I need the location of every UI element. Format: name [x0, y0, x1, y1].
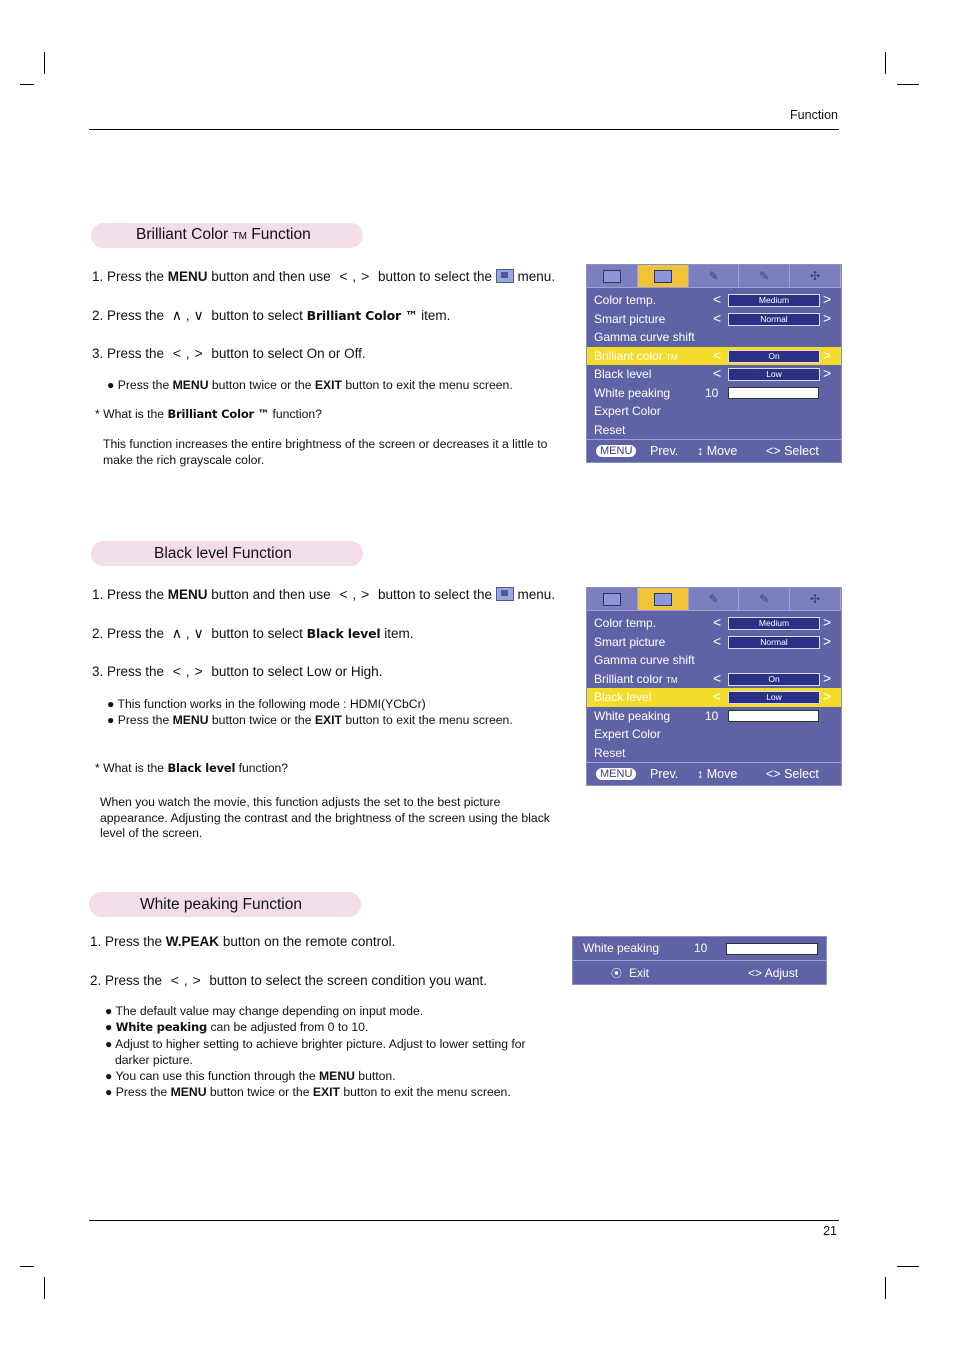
tab-picture[interactable]: [638, 588, 689, 610]
osd-menu-brilliant: [586, 264, 842, 463]
tab-option[interactable]: [790, 265, 841, 287]
left-arrow-icon: <: [172, 663, 181, 679]
menu-item-gamma-curve-shift[interactable]: Gamma curve shift: [594, 653, 695, 667]
down-arrow-icon: ∨: [193, 307, 204, 323]
black-step-3: 3. Press the < , > button to select Low or High.: [92, 663, 383, 679]
white-note-3: ● Adjust to higher setting to achieve brighter picture. Adjust to lower setting for: [105, 1037, 526, 1051]
white-peaking-bar: [728, 710, 819, 722]
tools-icon: ✎: [759, 269, 770, 283]
osd-footer: MENU Prev. ↕ Move <> Select: [587, 762, 841, 785]
tab-picture[interactable]: [638, 265, 689, 287]
fan-icon: ✣: [810, 269, 821, 283]
white-step-2: 2. Press the < , > button to select the screen condition you want.: [90, 972, 488, 988]
up-arrow-icon: ∧: [171, 307, 182, 323]
left-arrow-icon: <: [339, 268, 348, 284]
page-number: 21: [823, 1224, 837, 1238]
wp-adjust[interactable]: <> Adjust: [748, 966, 799, 980]
screen-icon: [603, 593, 621, 606]
right-arrow-icon: >: [194, 345, 203, 361]
crop-mark: [20, 1266, 34, 1267]
menu-item-reset[interactable]: Reset: [594, 745, 626, 760]
right-arrow-icon: >: [194, 663, 203, 679]
tab-setup[interactable]: [739, 265, 790, 287]
menu-item-white-peaking[interactable]: White peaking 10: [587, 384, 841, 403]
black-step-1: 1. Press the MENU button and then use < , > button to select the menu.: [92, 586, 556, 602]
osd-menu-black: [586, 587, 842, 786]
wp-slider-bar[interactable]: [726, 943, 818, 955]
wp-value: 10: [694, 941, 708, 955]
left-arrow-icon: <: [170, 972, 179, 988]
picture-menu-icon: [496, 587, 514, 601]
picture-icon: [654, 270, 672, 283]
right-arrow-icon: >: [192, 972, 201, 988]
menu-item-brilliant-color[interactable]: Brilliant color TM < On >: [587, 347, 841, 366]
menu-item-color-temp[interactable]: Color temp. < Medium >: [594, 291, 832, 307]
menu-item-expert-color[interactable]: Expert Color: [594, 727, 661, 741]
black-description: When you watch the movie, this function adjusts the set to the best picture appearance. Adjusting the contrast and the brightness of the screen using the black level of the screen.: [100, 795, 550, 840]
crop-mark: [44, 52, 45, 74]
menu-item-gamma-curve-shift[interactable]: Gamma curve shift: [594, 330, 695, 344]
tab-option[interactable]: [790, 588, 841, 610]
wp-exit[interactable]: Exit: [629, 966, 650, 980]
menu-item-smart-picture[interactable]: Smart picture < Normal >: [594, 309, 832, 326]
white-note-4: ● You can use this function through the MENU button.: [105, 1069, 396, 1083]
tab-screen[interactable]: [587, 588, 638, 610]
osd-white-peaking: [572, 936, 827, 985]
left-arrow-icon: <: [339, 586, 348, 602]
crop-mark: [885, 52, 886, 74]
fan-icon: ✣: [810, 592, 821, 606]
right-arrow-icon: >: [361, 586, 370, 602]
brilliant-question: * What is the Brilliant Color ™ function?: [95, 407, 322, 421]
tab-screen[interactable]: [587, 265, 638, 287]
menu-item-smart-picture[interactable]: Smart picture < Normal >: [594, 632, 832, 649]
white-title: White peaking Function: [140, 896, 302, 913]
white-note-2: ● White peaking can be adjusted from 0 to 10.: [105, 1020, 369, 1034]
osd-footer: MENU Prev. ↕ Move <> Select: [587, 439, 841, 462]
tab-setup[interactable]: [739, 588, 790, 610]
up-arrow-icon: ∧: [171, 625, 182, 641]
screen-icon: [603, 270, 621, 283]
picture-menu-icon: [496, 269, 514, 283]
menu-key: MENU: [596, 445, 636, 457]
white-note-1: ● The default value may change depending on input mode.: [105, 1004, 424, 1018]
left-arrow-icon: <: [172, 345, 181, 361]
white-note-5: ● Press the MENU button twice or the EXIT button to exit the menu screen.: [105, 1085, 511, 1099]
menu-item-reset[interactable]: Reset: [594, 422, 626, 437]
crop-mark: [897, 1266, 919, 1267]
updown-icon: ↕: [697, 767, 704, 781]
crop-mark: [44, 1277, 45, 1299]
updown-icon: ↕: [697, 444, 704, 458]
menu-item-black-level[interactable]: Black level < Low >: [594, 365, 832, 381]
black-note-1: ● This function works in the following mode : HDMI(YCbCr): [107, 697, 426, 711]
brilliant-step-2: 2. Press the ∧ , ∨ button to select Brilliant Color ™ item.: [92, 307, 451, 323]
pen-icon: ✎: [708, 592, 719, 606]
black-step-2: 2. Press the ∧ , ∨ button to select Black level item.: [92, 625, 414, 641]
brilliant-note-1: ● Press the MENU button twice or the EXIT button to exit the menu screen.: [107, 378, 513, 392]
brilliant-step-1: 1. Press the MENU button and then use < , > button to select the menu.: [92, 268, 556, 284]
picture-icon: [654, 593, 672, 606]
exit-icon: ⦿: [611, 968, 622, 980]
tab-sound[interactable]: [689, 588, 740, 610]
crop-mark: [20, 84, 34, 85]
right-arrow-icon: >: [361, 268, 370, 284]
white-peaking-bar: [728, 387, 819, 399]
brilliant-title: Brilliant Color TM Function: [136, 226, 311, 243]
menu-item-white-peaking[interactable]: White peaking 10: [587, 707, 841, 726]
brilliant-step-3: 3. Press the < , > button to select On or Off.: [92, 345, 366, 361]
brilliant-description: This function increases the entire brightness of the screen or decreases it a little to make the rich grayscale color.: [103, 437, 548, 467]
tab-sound[interactable]: [689, 265, 740, 287]
white-step-1: 1. Press the W.PEAK button on the remote control.: [90, 934, 396, 949]
section-header: Function: [790, 108, 838, 122]
black-question: * What is the Black level function?: [95, 761, 289, 775]
black-title: Black level Function: [154, 545, 292, 562]
white-note-3b: darker picture.: [115, 1053, 193, 1067]
menu-item-expert-color[interactable]: Expert Color: [594, 404, 661, 418]
pen-icon: ✎: [708, 269, 719, 283]
black-note-2: ● Press the MENU button twice or the EXIT button to exit the menu screen.: [107, 713, 513, 727]
menu-item-brilliant-color[interactable]: Brilliant color TM < On >: [594, 669, 832, 686]
wp-label: White peaking: [583, 941, 660, 955]
down-arrow-icon: ∨: [193, 625, 204, 641]
footer-rule: [89, 1220, 839, 1221]
header-rule: [89, 129, 839, 130]
menu-key: MENU: [596, 768, 636, 780]
tools-icon: ✎: [759, 592, 770, 606]
crop-mark: [897, 84, 919, 85]
crop-mark: [885, 1277, 886, 1299]
menu-item-color-temp[interactable]: Color temp. < Medium >: [594, 614, 832, 630]
menu-item-black-level[interactable]: Black level < Low >: [587, 688, 841, 707]
